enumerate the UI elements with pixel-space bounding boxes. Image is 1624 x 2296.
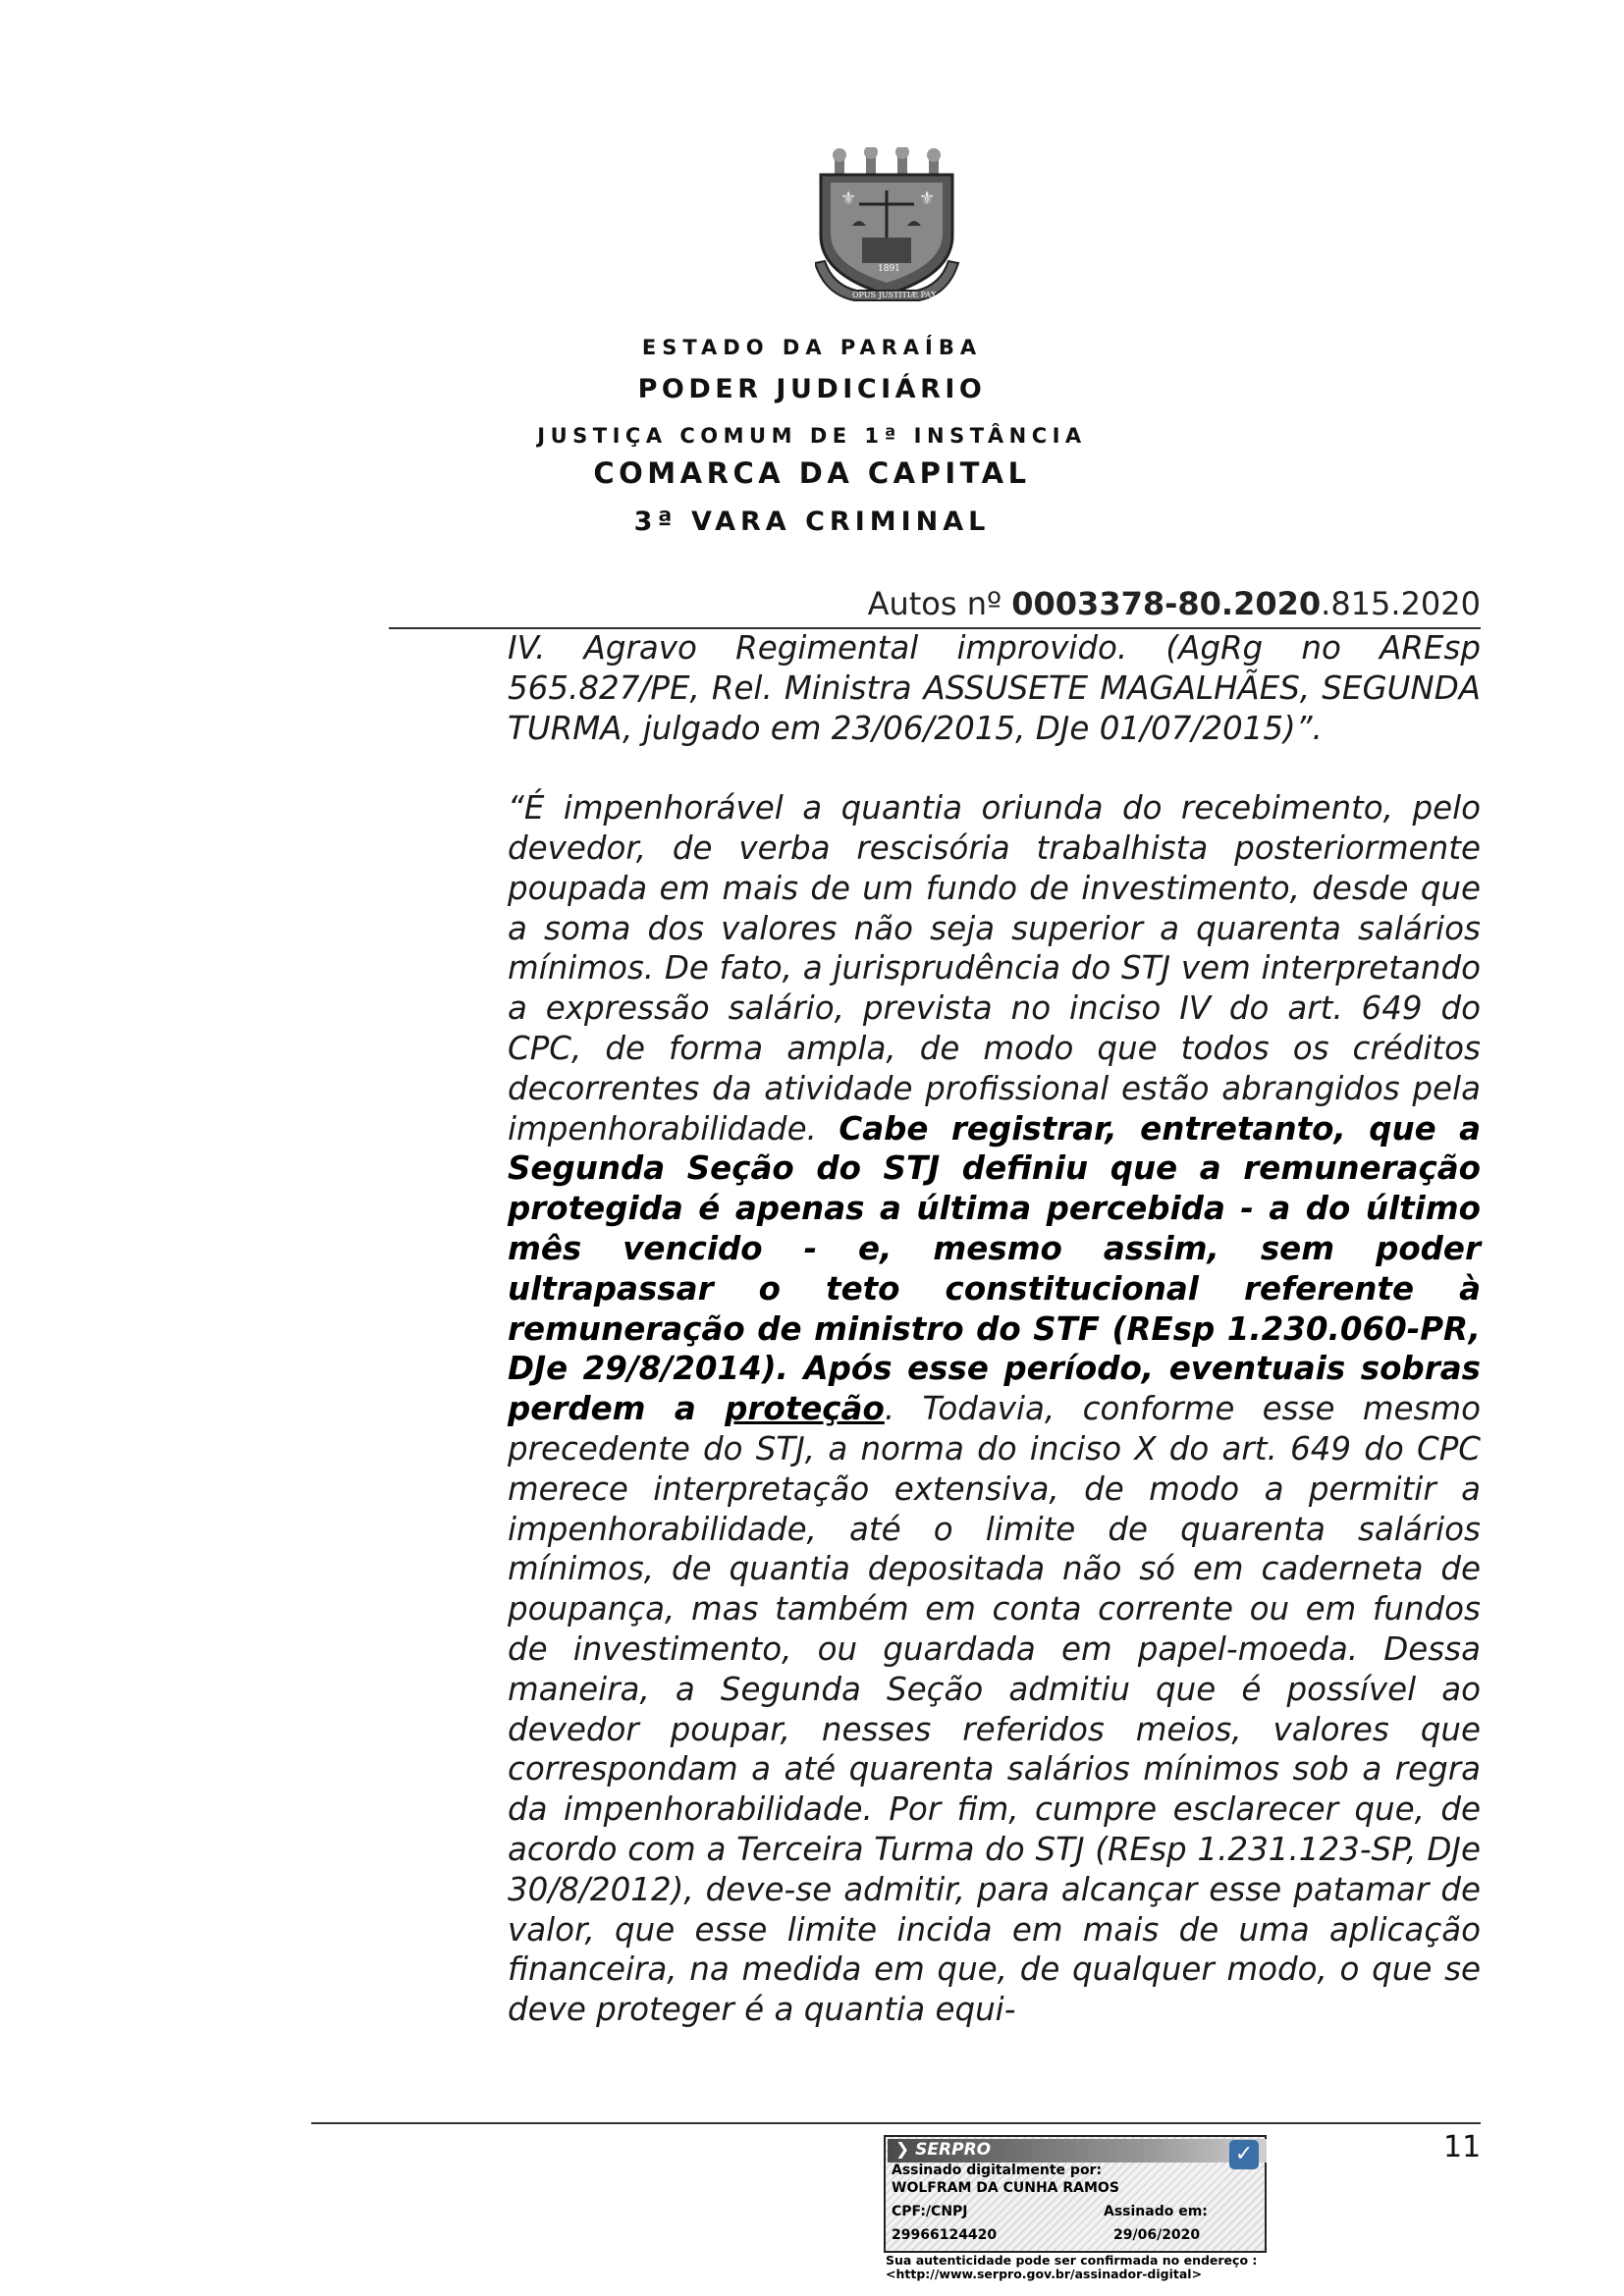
header-court-division: 3ª VARA CRIMINAL [633,507,991,537]
signature-header [888,2139,1267,2163]
header-state: ESTADO DA PARAÍBA [641,336,983,359]
quote-text-bold: Cabe registrar, entretanto, que a Segunda Seção do STJ definiu que a remuneração protegida é apenas a última percebida - a do último mês vencido - e, mesmo assim, sem poder ultrapassar o teto constitucional referente à remuneração de ministro do STF (REsp 1.230.060-PR, DJe 29/8/2014). Após esse período, eventuais sobras perdem a [508,1109,1482,1428]
signature-box [884,2135,1267,2253]
case-number [868,585,1481,622]
signed-at-value: 29/06/2020 [1113,2227,1201,2243]
document-body [508,628,1481,2030]
header-district: COMARCA DA CAPITAL [593,456,1031,490]
header-judiciary: PODER JUDICIÁRIO [637,374,987,404]
cpf-value: 29966124420 [892,2227,998,2243]
crest-motto: OPUS JUSTITIÆ PAX [852,291,937,299]
digital-signature-stamp [884,2135,1267,2281]
svg-text:⚜: ⚜ [840,188,857,209]
page-number: 11 [1443,2130,1482,2164]
header-court-instance: JUSTIÇA COMUM DE 1ª INSTÂNCIA [537,424,1087,448]
svg-text:⚜: ⚜ [919,188,936,209]
coat-of-arms-icon [815,147,972,304]
quote-text-bold-underlined: proteção [725,1390,885,1428]
quote-text-end: . Todavia, conforme esse mesmo precedente do STJ, a norma do inciso X do art. 649 do CPC merece interpretação extensiva, de modo a permitir a impenhorabilidade, até o limite de quarenta salários mínimos, de quantia depositada não só em caderneta de poupança, mas também em conta corrente ou em fundos de investimento, ou guardada em papel-moeda. Dessa maneira, a Segunda Seção admitiu que é possível ao devedor poupar, nesses referidos meios, valores que correspondam a até quarenta salários mínimos sob a regra da impenhorabilidade. Por fim, cumpre esclarecer que, de acordo com a Terceira Turma do STJ (REsp 1.231.123-SP, DJe 30/8/2012), deve-se admitir, para alcançar esse patamar de valor, que esse limite incida em mais de uma aplicação financeira, na medida em que, de qualquer modo, o que se deve proteger é a quantia equi- [508,1390,1481,2029]
authenticity-url: <http://www.serpro.gov.br/assinador-digital> [886,2267,1203,2281]
footer-divider [311,2122,1481,2124]
signed-at-label: Assinado em: [1104,2204,1208,2219]
authenticity-text: Sua autenticidade pode ser confirmada no endereço : [886,2253,1258,2268]
serpro-logo: ❯ SERPRO [895,2140,992,2160]
case-number-bold: 0003378-80.2020 [1011,585,1322,622]
crest-year: 1891 [878,264,900,274]
signed-by-label: Assinado digitalmente por: [892,2163,1103,2178]
quote-text-start: “É impenhorável a quantia oriunda do recebimento, pelo devedor, de verba rescisória trabalhista posteriormente poupada em mais de um fundo de investimento, desde que a soma dos valores não seja superior a quarenta salários mínimos. De fato, a jurisprudência do STJ vem interpretando a expressão salário, prevista no inciso IV do art. 649 do CPC, de forma ampla, de modo que todos os créditos decorrentes da atividade profissional estão abrangidos pela impenhorabilidade. [508,789,1481,1148]
quote-paragraph-1: IV. Agravo Regimental improvido. (AgRg no AREsp 565.827/PE, Rel. Ministra ASSUSETE MAGALHÃES, SEGUNDA TURMA, julgado em 23/06/2015, DJe 01/07/2015)”. [508,629,1481,747]
case-number-suffix: .815.2020 [1321,585,1481,622]
cpf-label: CPF:/CNPJ [892,2204,968,2219]
serpro-brand: SERPRO [915,2140,992,2160]
case-number-prefix: Autos nº [867,585,1012,622]
paragraph-gap [508,748,1481,788]
quote-paragraph-2 [508,788,1481,2030]
signer-name: WOLFRAM DA CUNHA RAMOS [892,2180,1119,2196]
verified-check-icon: ✓ [1229,2140,1259,2169]
